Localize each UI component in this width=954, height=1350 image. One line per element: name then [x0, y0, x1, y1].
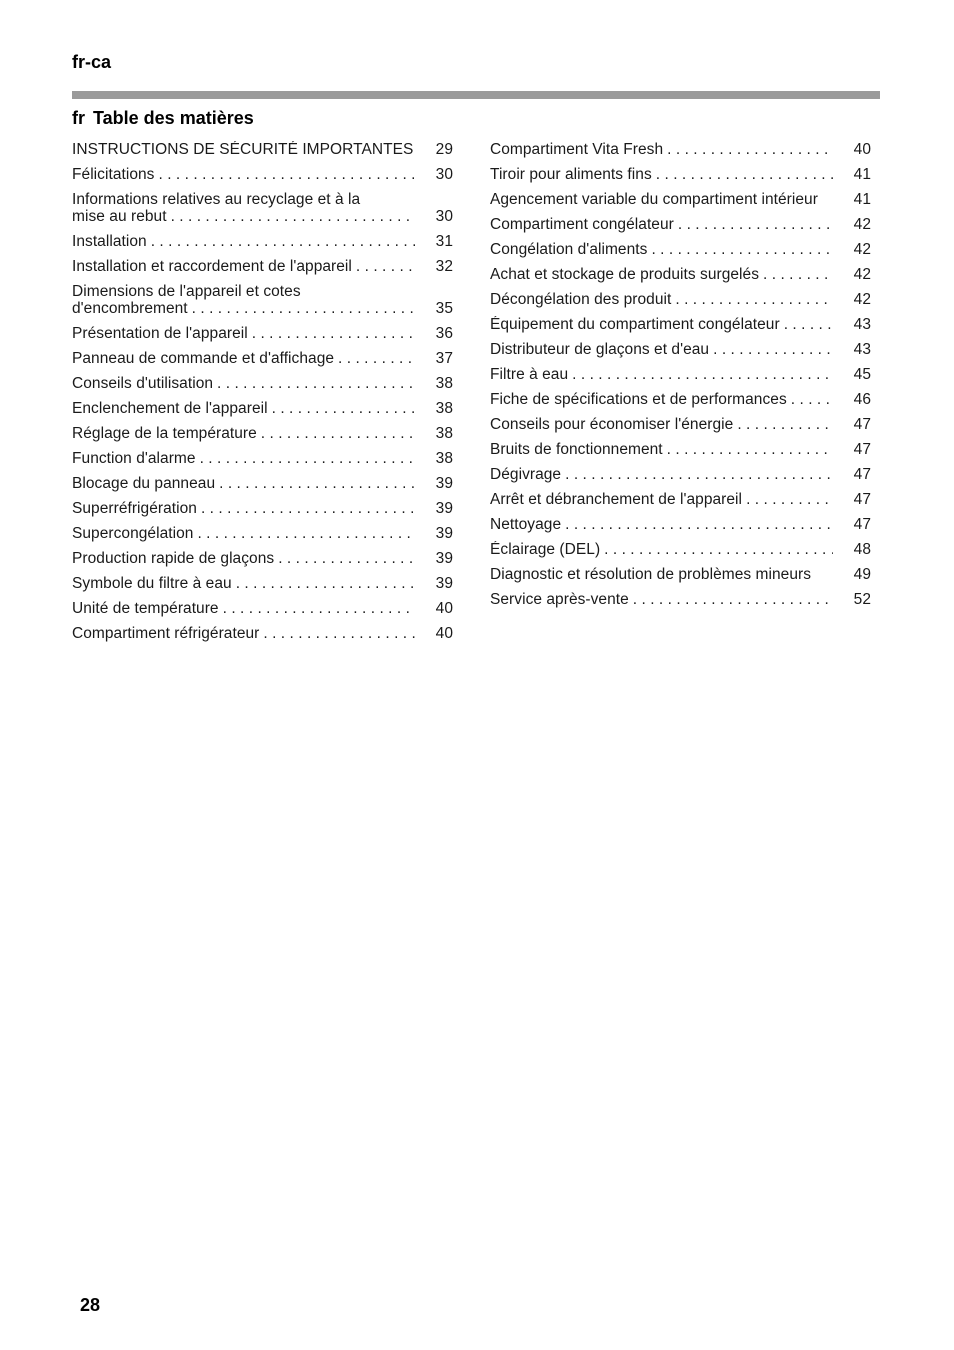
toc-entry-title: Production rapide de glaçons . . .	[72, 550, 415, 567]
toc-entry[interactable]	[72, 325, 453, 342]
toc-entry-page: 39	[435, 525, 453, 542]
toc-entry[interactable]	[72, 600, 453, 617]
toc-entry-title: Bruits de fonctionnement . . .	[490, 441, 833, 458]
toc-entry-page: 39	[435, 550, 453, 567]
toc-entry-title: Installation . . .	[72, 233, 415, 250]
toc-entry-title: Nettoyage . . .	[490, 516, 833, 533]
toc-entry[interactable]	[490, 566, 871, 583]
page-number: 28	[80, 1295, 101, 1315]
toc-entry-page: 47	[853, 416, 871, 433]
toc-entry-page: 38	[435, 400, 453, 417]
toc-entry-title: Superréfrigération . . .	[72, 500, 415, 517]
toc-entry-title: Conseils d'utilisation . . .	[72, 375, 415, 392]
toc-entry[interactable]	[72, 350, 453, 367]
toc-entry-title: Blocage du panneau . . .	[72, 475, 415, 492]
toc-entry-title: Enclenchement de l'appareil . . .	[72, 400, 415, 417]
toc-entry-page: 41	[853, 166, 871, 183]
toc-entry-title: Dégivrage . . .	[490, 466, 833, 483]
toc-entry-page: 45	[853, 366, 871, 383]
toc-entry-page: 41	[853, 191, 871, 208]
toc-entry-title: Service après-vente . . .	[490, 591, 833, 608]
toc-left-column	[72, 141, 453, 650]
toc-entry-page: 37	[435, 350, 453, 367]
toc-entry-title: Tiroir pour aliments fins . . .	[490, 166, 833, 183]
toc-entry-page: 32	[435, 258, 453, 275]
toc-entry-page: 47	[853, 441, 871, 458]
toc-entry-title-line2: d'encombrement . . .	[72, 300, 415, 317]
toc-entry-title: Function d'alarme . . .	[72, 450, 415, 467]
toc-entry[interactable]	[490, 241, 871, 258]
toc-entry-title: Diagnostic et résolution de problèmes mineurs	[490, 566, 812, 583]
toc-entry[interactable]	[490, 216, 871, 233]
toc-entry-title: Conseils pour économiser l'énergie . . .	[490, 416, 833, 433]
toc-entry-title: Félicitations . . .	[72, 166, 415, 183]
toc-entry[interactable]	[490, 341, 871, 358]
toc-entry-title-line1: Dimensions de l'appareil et cotes	[72, 283, 301, 300]
toc-entry[interactable]	[490, 141, 871, 158]
toc-entry-title: INSTRUCTIONS DE SÉCURITÉ IMPORTANTES	[72, 141, 414, 158]
toc-heading	[72, 108, 254, 129]
toc-entry[interactable]	[490, 191, 871, 208]
toc-entry-title: Éclairage (DEL) . . .	[490, 541, 833, 558]
toc-entry[interactable]	[72, 258, 453, 275]
toc-entry-title: Fiche de spécifications et de performances . . .	[490, 391, 833, 408]
toc-entry-title: Panneau de commande et d'affichage . . .	[72, 350, 415, 367]
toc-entry-page: 42	[853, 241, 871, 258]
toc-entry[interactable]	[490, 266, 871, 283]
toc-entry-page: 43	[853, 316, 871, 333]
toc-entry-page: 36	[435, 325, 453, 342]
toc-right-column	[490, 141, 871, 616]
toc-entry[interactable]	[490, 466, 871, 483]
toc-entry-title: Compartiment congélateur . . .	[490, 216, 833, 233]
toc-entry-page: 39	[435, 475, 453, 492]
toc-entry[interactable]	[490, 166, 871, 183]
toc-entry-page: 30	[435, 166, 453, 183]
toc-entry[interactable]	[490, 541, 871, 558]
toc-entry[interactable]	[72, 575, 453, 592]
toc-entry-page: 42	[853, 216, 871, 233]
toc-entry-page: 42	[853, 266, 871, 283]
toc-entry[interactable]	[490, 441, 871, 458]
toc-entry-page: 46	[853, 391, 871, 408]
toc-entry[interactable]	[490, 416, 871, 433]
toc-entry-title: Unité de température . . .	[72, 600, 415, 617]
toc-entry[interactable]	[490, 591, 871, 608]
toc-heading-title: Table des matières	[93, 108, 254, 128]
toc-entry-page: 40	[853, 141, 871, 158]
toc-entry[interactable]	[490, 391, 871, 408]
toc-entry-title: Compartiment réfrigérateur . . .	[72, 625, 415, 642]
toc-entry-title: Présentation de l'appareil . . .	[72, 325, 415, 342]
toc-entry[interactable]	[72, 625, 453, 642]
toc-entry[interactable]	[72, 233, 453, 250]
toc-entry[interactable]	[72, 166, 453, 183]
toc-entry[interactable]	[490, 366, 871, 383]
toc-entry-page: 49	[853, 566, 871, 583]
toc-entry-page: 35	[435, 300, 453, 317]
toc-entry[interactable]	[72, 550, 453, 567]
toc-entry-title	[72, 191, 415, 225]
toc-entry[interactable]	[72, 500, 453, 517]
toc-entry[interactable]	[72, 425, 453, 442]
toc-entry-title: Agencement variable du compartiment intérieur	[490, 191, 818, 208]
toc-entry-page: 38	[435, 450, 453, 467]
toc-entry-title: Distributeur de glaçons et d'eau . . .	[490, 341, 833, 358]
toc-entry-page: 39	[435, 575, 453, 592]
toc-entry[interactable]	[490, 516, 871, 533]
toc-entry-page: 47	[853, 516, 871, 533]
toc-entry[interactable]	[490, 316, 871, 333]
toc-entry-title: Équipement du compartiment congélateur . . .	[490, 316, 833, 333]
toc-entry[interactable]	[72, 375, 453, 392]
toc-entry-title-line1: Informations relatives au recyclage et à la	[72, 191, 361, 208]
toc-entry-page: 30	[435, 208, 453, 225]
toc-entry[interactable]	[72, 141, 453, 158]
toc-entry[interactable]	[72, 191, 453, 225]
toc-entry-title: Achat et stockage de produits surgelés . . .	[490, 266, 833, 283]
toc-entry-title: Décongélation des produit . . .	[490, 291, 833, 308]
toc-entry-page: 29	[435, 141, 453, 158]
toc-entry-page: 48	[853, 541, 871, 558]
toc-entry-title: Symbole du filtre à eau . . .	[72, 575, 415, 592]
header-lang-code: fr-ca	[72, 52, 112, 72]
toc-entry-page: 47	[853, 466, 871, 483]
toc-entry-page: 40	[435, 625, 453, 642]
toc-entry[interactable]	[490, 491, 871, 508]
toc-entry-page: 40	[435, 600, 453, 617]
header-divider	[72, 91, 880, 99]
toc-entry-title-line2: mise au rebut . . .	[72, 208, 415, 225]
toc-entry[interactable]	[72, 283, 453, 317]
toc-entry[interactable]	[72, 475, 453, 492]
toc-entry-page: 31	[435, 233, 453, 250]
toc-entry-page: 43	[853, 341, 871, 358]
toc-entry-title: Installation et raccordement de l'appareil . . .	[72, 258, 415, 275]
toc-entry-page: 52	[853, 591, 871, 608]
toc-entry-title	[72, 283, 415, 317]
toc-entry-page: 42	[853, 291, 871, 308]
toc-entry-title: Congélation d'aliments . . .	[490, 241, 833, 258]
toc-entry-page: 47	[853, 491, 871, 508]
toc-entry[interactable]	[72, 450, 453, 467]
toc-entry-title: Compartiment Vita Fresh . . .	[490, 141, 833, 158]
toc-entry-title: Supercongélation . . .	[72, 525, 415, 542]
toc-entry[interactable]	[72, 400, 453, 417]
toc-entry-page: 38	[435, 375, 453, 392]
toc-entry[interactable]	[490, 291, 871, 308]
toc-entry[interactable]	[72, 525, 453, 542]
toc-entry-title: Filtre à eau . . .	[490, 366, 833, 383]
toc-entry-page: 39	[435, 500, 453, 517]
toc-entry-title: Arrêt et débranchement de l'appareil . . .	[490, 491, 833, 508]
toc-entry-title: Réglage de la température . . .	[72, 425, 415, 442]
toc-entry-page: 38	[435, 425, 453, 442]
toc-heading-lang: fr	[72, 108, 85, 128]
